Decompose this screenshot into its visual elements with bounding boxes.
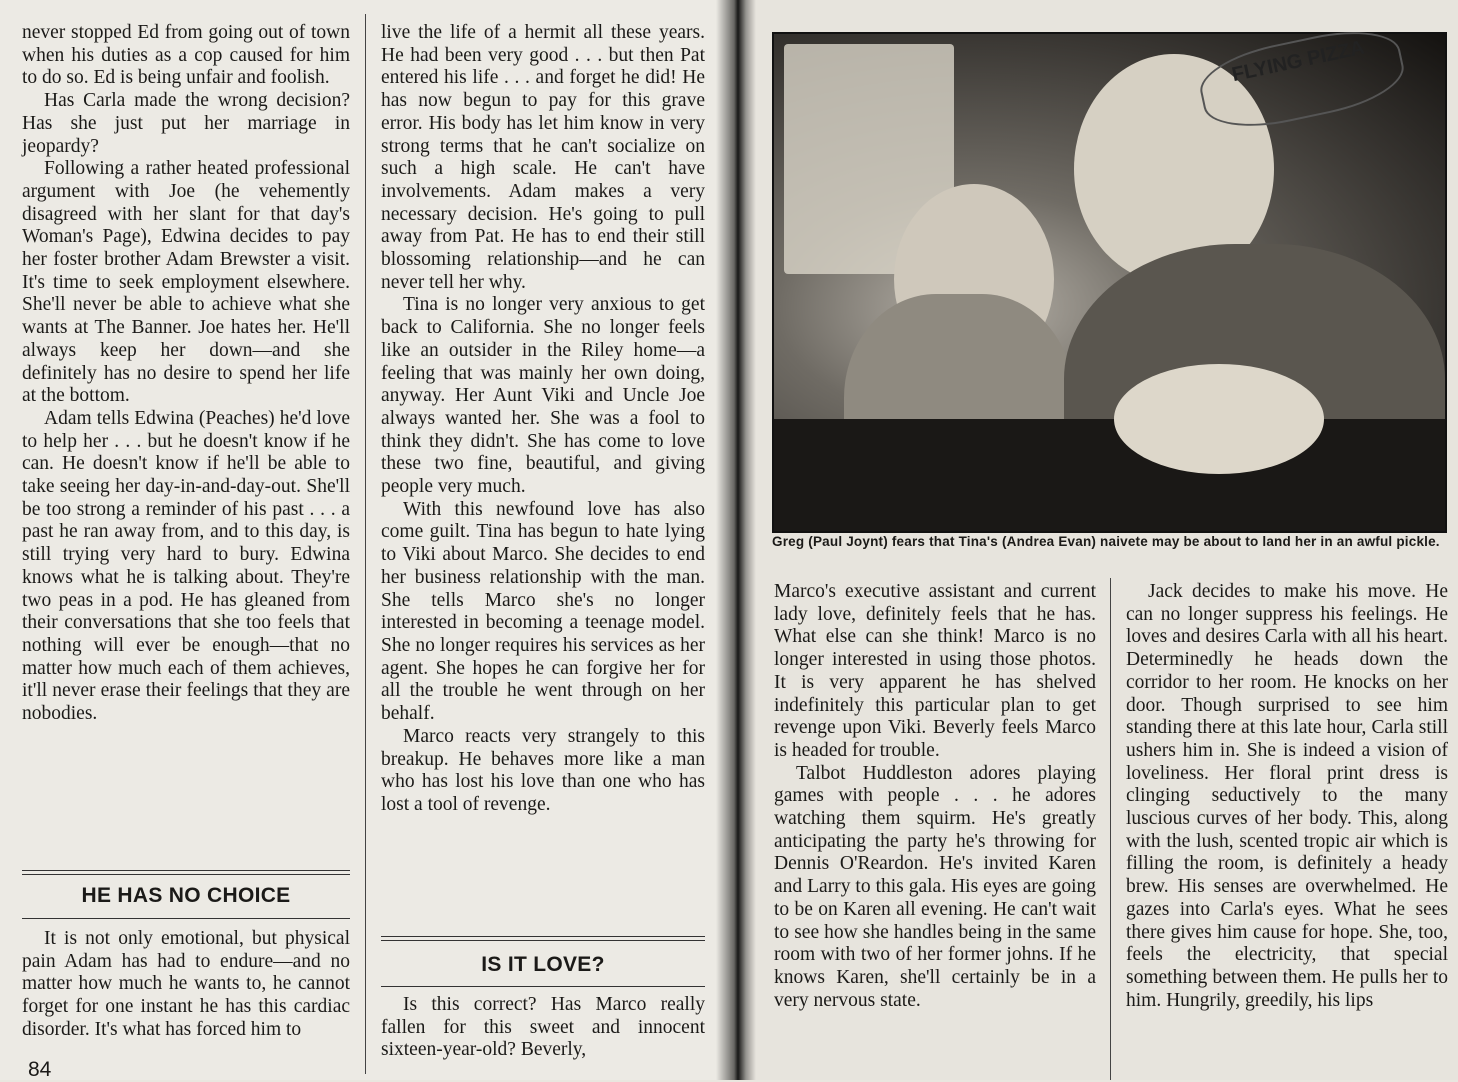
flying-pizza-sign: FLYING PIZZA [1194, 20, 1410, 139]
left-column-2 [381, 22, 705, 817]
section-rule [22, 918, 350, 919]
section-rule [381, 936, 705, 941]
column-divider [365, 14, 366, 1074]
subhead-is-it-love: IS IT LOVE? [481, 953, 605, 976]
paragraph: never stopped Ed from going out of town when his duties as a cop caused for him to do so. Ed is being unfair and foolish. [22, 22, 350, 89]
section-rule [381, 986, 705, 987]
subhead-he-has-no-choice: HE HAS NO CHOICE [81, 884, 291, 907]
left-column-2-continued [381, 994, 705, 1062]
paragraph: It is not only emotional, but physical pain Adam has had to endure—and no matter how much he wants to, he cannot forget for one instant he has this cardiac disorder. It's what has forced him to [22, 928, 350, 1040]
column-divider [1110, 578, 1111, 1080]
paragraph: Marco reacts very strangely to this breakup. He behaves more like a man who has lost his love than one who has lost a tool of revenge. [381, 725, 705, 815]
paragraph: live the life of a hermit all these years. He had been very good . . . but then Pat entered his life . . . and forget he did! He has now begun to pay for this grave error. His body has let him know in very strong terms that he can't socialize on such a high scale. He can't have involvements. Adam makes a very necessary decision. He's going to pull away from Pat. He has to end their still blossoming relationship—and he can never tell her why. [381, 22, 705, 293]
page-gutter [716, 0, 756, 1080]
paragraph: Adam tells Edwina (Peaches) he'd love to help her . . . but he doesn't know if he can. He doesn't know if he'll be able to take seeing her day-in-and-day-out. She'll be too strong a reminder of his past . . . a past he ran away from, and to this day, is still trying very hard to bury. Edwina knows what he is talking about. They're two peas in a pod. He has gleaned from their conversations that she too feels that nothing will ever be enough—that no matter how much each of them achieves, it'll never erase their feelings that they are nobodies. [22, 407, 350, 725]
right-column-1 [774, 581, 1096, 1012]
left-column-1 [22, 22, 350, 726]
paragraph: Following a rather heated professional argument with Joe (he vehemently disagreed with her slant for that day's Woman's Page), Edwina decides to pay her foster brother Adam Brewster a visit. It's time to seek employment elsewhere. She'll never be able to achieve what she wants at The Banner. Joe hates her. He'll always keep her down—and she definitely has no desire to spend her life at the bottom. [22, 158, 350, 407]
photo-caption: Greg (Paul Joynt) fears that Tina's (Andrea Evan) naivete may be about to land her in an awful pickle. [772, 534, 1440, 549]
counter [774, 419, 1445, 531]
paragraph: Marco's executive assistant and current lady love, definitely feels that he has. What else can she think! Marco is no longer interested in using those photos. It is very apparent he has shelved indefinitely this particular plan to get revenge upon Viki. Beverly feels Marco is headed for trouble. [774, 581, 1096, 761]
paragraph: Has Carla made the wrong decision? Has she just put her marriage in jeopardy? [22, 90, 350, 157]
right-column-2 [1126, 581, 1448, 1012]
paragraph: Tina is no longer very anxious to get back to California. She no longer feels like an outsider in the Riley home—a feeling that was mainly her own doing, anyway. Her Aunt Viki and Uncle Joe always wanted her. She was a fool to think they didn't. She has come to love these two fine, beautiful, and giving people very much. [381, 294, 705, 498]
paragraph: With this newfound love has also come guilt. Tina has begun to hate lying to Viki about Marco. She decides to end her business relationship with the man. She tells Marco she's no longer interested in becoming a teenage model. She no longer requires his services as her agent. She hopes he can forgive her for all the trouble he went through on her behalf. [381, 498, 705, 725]
paragraph: Jack decides to make his move. He can no longer suppress his feelings. He loves and desires Carla with all his heart. Determinedly he heads down the corridor to her room. He knocks on her door. Though surprised to see him standing there at this late hour, Carla still ushers him in. She is indeed a vision of loveliness. Her floral print dress is clinging seductively to the many luscious curves of her body. This, along with the lush, scented tropic air which is filling the room, is definitely a heady brew. His senses are overwhelmed. He gazes into Carla's eyes. What he sees there gives him cause for hope. She, too, feels the electricity, that special something between them. He pulls her to him. Hungrily, greedily, his lips [1126, 581, 1448, 1011]
left-column-1-continued [22, 928, 350, 1042]
clasped-hands [1114, 364, 1324, 474]
page-number: 84 [28, 1058, 52, 1081]
paragraph: Talbot Huddleston adores playing games with people . . . he adores watching them squirm. He's greatly anticipating the party he's throwing for Dennis O'Reardon. He's invited Karen and Larry to this gala. His eyes are going to be on Karen all evening. He can't wait to see how she handles being in the same room with two of her former johns. If he knows Karen, she'll certainly be in a very nervous state. [774, 762, 1096, 1011]
paragraph: Is this correct? Has Marco really fallen for this sweet and innocent sixteen-year-old? Beverly, [381, 994, 705, 1061]
section-rule [22, 870, 350, 875]
